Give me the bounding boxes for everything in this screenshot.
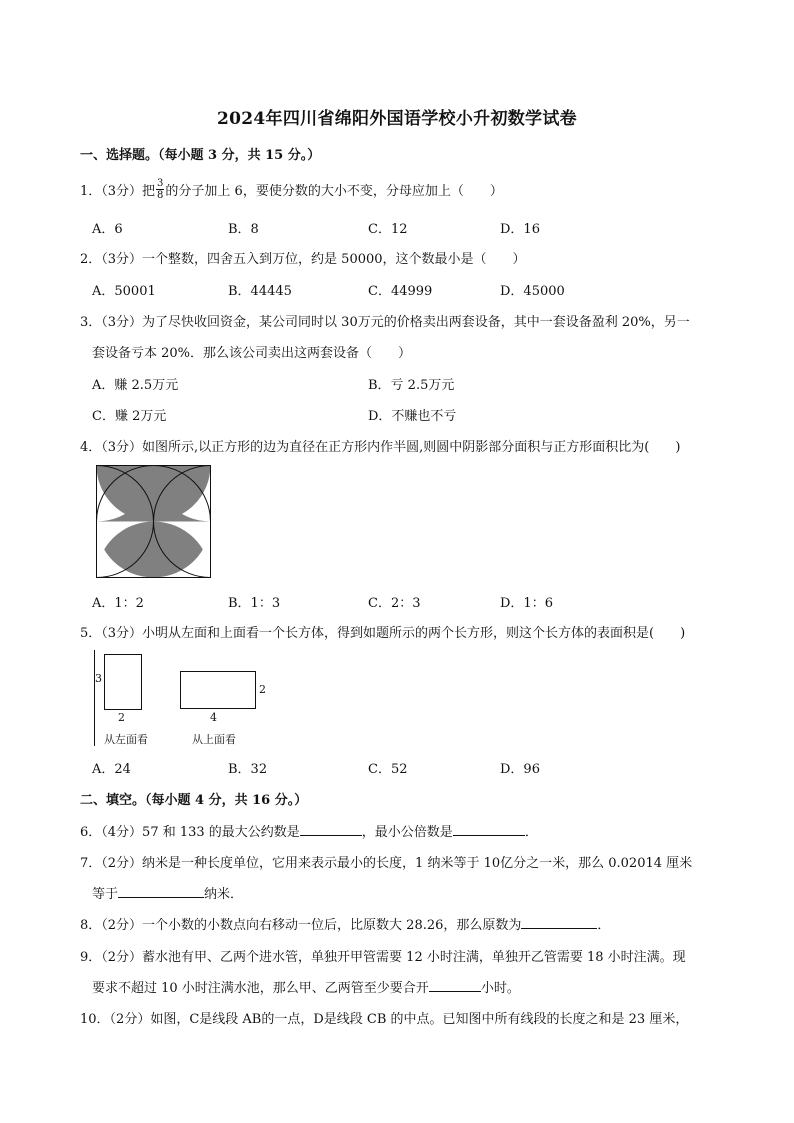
option-b: B．亏 2.5万元 <box>368 378 455 393</box>
section-heading-choice: 一、选择题。（每小题 3 分，共 15 分。） <box>80 148 321 163</box>
option-d: D．1：6 <box>500 596 553 611</box>
question-5: 5．（3分）小明从左面和上面看一个长方体，得到如题所示的两个长方形，则这个长方体的表面积是( ) <box>80 626 686 641</box>
option-b: B．1：3 <box>228 596 281 611</box>
option-c: C．44999 <box>368 284 433 299</box>
option-c: C．2：3 <box>368 596 421 611</box>
question-3-line-1: 3．（3分）为了尽快收回资金，某公司同时以 30万元的价格卖出两套设备，其中一套设备盈利 20%，另一 <box>80 315 690 330</box>
question-6: 6．（4分）57 和 133 的最大公约数是 ，最小公倍数是 ． <box>80 825 538 840</box>
option-a: A．24 <box>92 762 131 777</box>
option-d: D．45000 <box>500 284 565 299</box>
top-view-caption: 从上面看 <box>192 733 236 746</box>
option-b: B．44445 <box>228 284 292 299</box>
left-view-height-label: 3 <box>95 672 102 685</box>
answer-blank[interactable] <box>300 823 362 836</box>
answer-blank[interactable] <box>453 823 525 836</box>
question-8: 8．（2分）一个小数的小数点向右移动一位后，比原数大 28.26，那么原数为 ． <box>80 918 611 933</box>
answer-blank[interactable] <box>429 979 481 992</box>
option-b: B．32 <box>228 762 268 777</box>
question-1 <box>80 180 503 203</box>
option-c: C．12 <box>368 222 408 237</box>
vertical-rule <box>94 650 95 746</box>
answer-blank[interactable] <box>521 916 597 929</box>
square-semicircles-figure <box>96 465 212 579</box>
fraction: $\frac{3}{8}$ <box>157 178 164 201</box>
option-c: C．赚 2万元 <box>92 409 167 424</box>
question-9-line-1: 9．（2分）蓄水池有甲、乙两个进水管，单独开甲管需要 12 小时注满，单独开乙管需要 18 小时注满。现 <box>80 950 686 965</box>
top-view-height-label: 2 <box>259 683 266 696</box>
option-a: A．赚 2.5万元 <box>92 378 179 393</box>
option-b: B．8 <box>228 222 259 237</box>
question-4: 4．（3分）如图所示,以正方形的边为直径在正方形内作半圆,则圆中阴影部分面积与正方形面积比为( ) <box>80 440 681 455</box>
question-10: 10．（2分）如图，C是线段 AB的一点，D是线段 CB 的中点。已知图中所有线段的长度之和是 23 厘米， <box>80 1012 689 1027</box>
question-1-prefix: 1．（3分）把 <box>80 184 156 199</box>
view-rectangles-figure <box>92 650 282 750</box>
top-view-rectangle <box>180 671 256 709</box>
left-view-rectangle <box>104 654 142 710</box>
question-7-line-1: 7．（2分）纳米是一种长度单位，它用来表示最小的长度，1 纳米等于 10亿分之一米，那么 0.02014 厘米 <box>80 856 693 871</box>
question-1-suffix: 的分子加上 6，要使分数的大小不变，分母应加上（ ） <box>165 184 503 199</box>
question-2: 2．（3分）一个整数，四舍五入到万位，约是 50000，这个数最小是（ ） <box>80 252 526 267</box>
section-heading-fill: 二、填空。（每小题 4 分，共 16 分。） <box>80 793 308 808</box>
question-3-line-2: 套设备亏本 20%．那么该公司卖出这两套设备（ ） <box>92 346 412 361</box>
option-c: C．52 <box>368 762 408 777</box>
page-title: 2024年四川省绵阳外国语学校小升初数学试卷 <box>217 109 577 129</box>
left-view-caption: 从左面看 <box>104 733 148 746</box>
option-a: A．1：2 <box>92 596 144 611</box>
option-d: D．96 <box>500 762 540 777</box>
option-a: A．50001 <box>92 284 156 299</box>
option-d: D．不赚也不亏 <box>368 409 457 424</box>
question-9-line-2: 要求不超过 10 小时注满水池，那么甲、乙两管至少要合开 小时。 <box>92 981 520 996</box>
answer-blank[interactable] <box>118 885 204 898</box>
left-view-width-label: 2 <box>118 711 125 724</box>
question-7-line-2: 等于 纳米． <box>92 887 244 902</box>
top-view-width-label: 4 <box>210 711 217 724</box>
option-a: A．6 <box>92 222 123 237</box>
option-d: D．16 <box>500 222 540 237</box>
